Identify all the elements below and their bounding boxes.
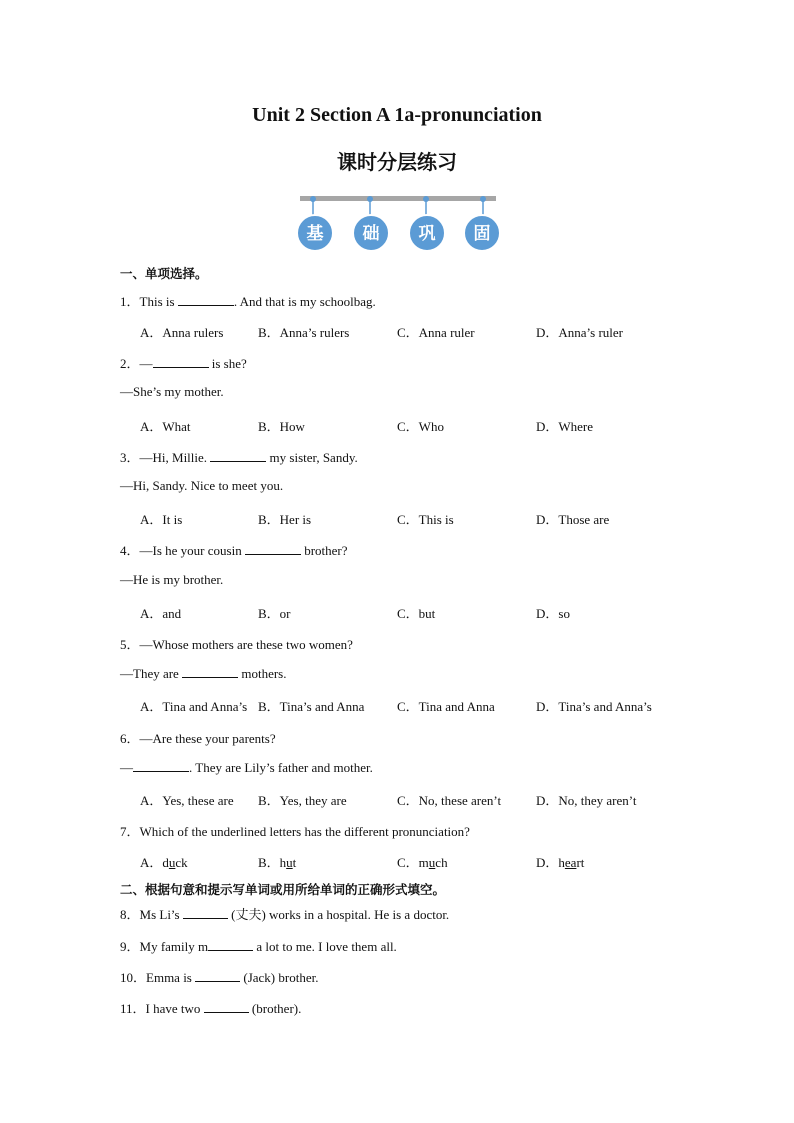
option-b[interactable]: B．Tina’s and Anna xyxy=(258,699,365,714)
question-text: (Jack) brother. xyxy=(240,970,319,985)
option-d[interactable] xyxy=(536,852,584,871)
question-text: . And that is my schoolbag. xyxy=(233,294,376,309)
word-part: h xyxy=(279,855,287,870)
option-d[interactable]: D．Anna’s ruler xyxy=(536,325,624,340)
option-d[interactable]: D．No, they aren’t xyxy=(536,793,637,808)
word-part: ck xyxy=(175,855,188,870)
option-c[interactable]: C．This is xyxy=(397,512,454,527)
question-text: . They are Lily’s father and mother. xyxy=(189,760,373,775)
answer-blank[interactable] xyxy=(183,906,228,919)
option-b[interactable]: B．Yes, they are xyxy=(258,793,347,808)
question-6 xyxy=(120,728,276,747)
underlined-letters: u xyxy=(168,855,176,870)
question-text: —Are these your parents? xyxy=(139,731,276,746)
question-text: is she? xyxy=(208,356,247,371)
question-3 xyxy=(120,447,358,466)
option-c[interactable]: C．but xyxy=(397,606,436,621)
option-a[interactable]: A．Tina and Anna’s xyxy=(140,699,248,714)
question-number: 6． xyxy=(120,731,140,746)
question-number: 11． xyxy=(120,1001,146,1016)
option-c[interactable]: C．Anna ruler xyxy=(397,325,475,340)
question-5 xyxy=(120,634,353,653)
question-text: I have two xyxy=(145,1001,204,1016)
question-text: —Hi, Millie. xyxy=(139,450,211,465)
option-b[interactable]: B．Her is xyxy=(258,512,312,527)
question-number: 10． xyxy=(120,970,147,985)
question-text: my sister, Sandy. xyxy=(266,450,358,465)
option-d[interactable]: D．Those are xyxy=(536,512,610,527)
option-a[interactable]: A．Anna rulers xyxy=(140,325,224,340)
answer-blank[interactable] xyxy=(195,969,240,982)
section-badge xyxy=(297,194,499,254)
question-3-reply: —Hi, Sandy. Nice to meet you. xyxy=(120,478,284,493)
section-heading: 二、根据句意和提示写单词或用所给单词的正确形式填空。 xyxy=(120,882,446,897)
option-label: D． xyxy=(536,855,559,870)
question-text: Ms Li’s xyxy=(139,907,183,922)
badge-char-4: 固 xyxy=(473,224,491,244)
question-text: —They are xyxy=(120,666,183,681)
option-label: A． xyxy=(140,855,163,870)
question-11 xyxy=(120,998,301,1017)
question-2-reply: —She’s my mother. xyxy=(120,384,224,399)
question-text: —Is he your cousin xyxy=(139,543,245,558)
worksheet-title: Unit 2 Section A 1a-pronunciation xyxy=(252,104,542,126)
question-number: 2． xyxy=(120,356,140,371)
section-heading: 一、单项选择。 xyxy=(120,266,208,281)
option-a[interactable]: A．Yes, these are xyxy=(140,793,234,808)
question-number: 8． xyxy=(120,907,140,922)
question-text: Emma is xyxy=(146,970,196,985)
underlined-letters: u xyxy=(286,855,293,870)
question-5-reply xyxy=(120,665,286,682)
question-text: Which of the underlined letters has the different pronunciation? xyxy=(139,824,470,839)
option-b[interactable]: B．Anna’s rulers xyxy=(258,325,350,340)
option-label: B． xyxy=(258,855,280,870)
underlined-letters: u xyxy=(428,855,436,870)
question-text: — xyxy=(139,356,153,371)
option-label: C． xyxy=(397,855,419,870)
question-4 xyxy=(120,540,348,559)
option-d[interactable]: D．Where xyxy=(536,419,594,434)
answer-blank[interactable] xyxy=(210,449,266,462)
option-c[interactable] xyxy=(397,852,448,871)
question-number: 1． xyxy=(120,294,140,309)
option-a[interactable]: A．What xyxy=(140,419,191,434)
question-4-reply: —He is my brother. xyxy=(120,572,224,587)
option-c[interactable]: C．Tina and Anna xyxy=(397,699,495,714)
word-part: d xyxy=(162,855,169,870)
option-a[interactable]: A．It is xyxy=(140,512,183,527)
question-number: 7． xyxy=(120,824,140,839)
question-10 xyxy=(120,967,318,986)
question-7 xyxy=(120,821,470,840)
word-part: m xyxy=(418,855,429,870)
option-b[interactable] xyxy=(258,852,296,871)
word-part: rt xyxy=(576,855,585,870)
badge-char-2: 础 xyxy=(362,224,380,244)
underlined-letters: ea xyxy=(564,855,577,870)
question-text: (丈夫) works in a hospital. He is a doctor. xyxy=(227,907,450,922)
question-1 xyxy=(120,291,376,310)
answer-blank[interactable] xyxy=(133,759,189,772)
option-b[interactable]: B．or xyxy=(258,606,291,621)
option-c[interactable]: C．Who xyxy=(397,419,444,434)
badge-char-3: 巩 xyxy=(418,224,436,244)
option-a[interactable] xyxy=(140,852,188,871)
answer-blank[interactable] xyxy=(182,665,238,678)
question-text: a lot to me. I love them all. xyxy=(253,939,397,954)
question-number: 4． xyxy=(120,543,140,558)
question-text: —Whose mothers are these two women? xyxy=(139,637,353,652)
question-number: 3． xyxy=(120,450,140,465)
option-d[interactable]: D．so xyxy=(536,606,570,621)
question-text: brother? xyxy=(300,543,348,558)
badge-char-1: 基 xyxy=(306,224,324,244)
word-part: h xyxy=(558,855,565,870)
question-text: My family m xyxy=(139,939,209,954)
question-number: 5． xyxy=(120,637,140,652)
answer-blank[interactable] xyxy=(204,1000,249,1013)
question-text: mothers. xyxy=(238,666,287,681)
question-text: This is xyxy=(139,294,178,309)
answer-blank[interactable] xyxy=(178,293,234,306)
question-8 xyxy=(120,904,449,923)
answer-blank[interactable] xyxy=(153,355,209,368)
option-d[interactable]: D．Tina’s and Anna’s xyxy=(536,699,652,714)
worksheet-subtitle: 课时分层练习 xyxy=(337,150,457,174)
option-c[interactable]: C．No, these aren’t xyxy=(397,793,502,808)
question-2 xyxy=(120,353,247,372)
option-b[interactable]: B．How xyxy=(258,419,305,434)
answer-blank[interactable] xyxy=(245,542,301,555)
word-part: t xyxy=(292,855,297,870)
question-6-reply xyxy=(120,759,373,776)
question-9 xyxy=(120,936,397,955)
question-text: — xyxy=(120,760,133,775)
answer-blank[interactable] xyxy=(208,938,253,951)
option-a[interactable]: A．and xyxy=(140,606,182,621)
word-part: ch xyxy=(435,855,448,870)
question-number: 9． xyxy=(120,939,140,954)
question-text: (brother). xyxy=(248,1001,302,1016)
